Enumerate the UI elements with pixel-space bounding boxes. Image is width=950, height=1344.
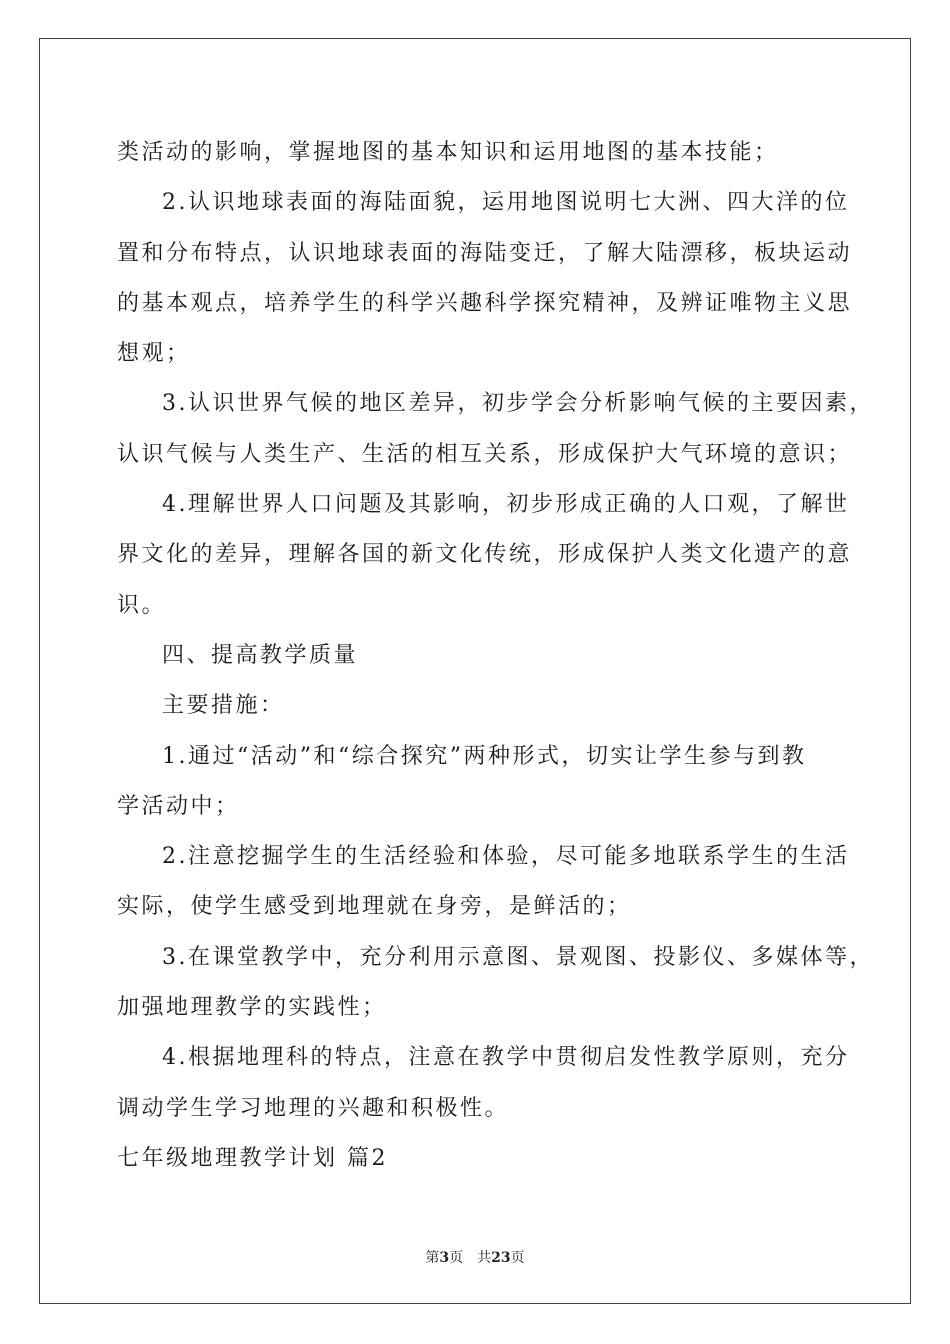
text-line: 置和分布特点，认识地球表面的海陆变迁，了解大陆漂移，板块运动 — [117, 240, 853, 266]
text-line: 实际，使学生感受到地理就在身旁，是鲜活的； — [117, 894, 632, 920]
text-line: 认识气候与人类生产、生活的相互关系，形成保护大气环境的意识； — [117, 441, 853, 467]
text-line: 4.理解世界人口问题及其影响，初步形成正确的人口观，了解世 — [162, 492, 850, 518]
text-line: 学活动中； — [117, 793, 240, 819]
text-line: 识。 — [117, 592, 167, 618]
text-line: 想观； — [117, 341, 191, 367]
text-line: 2.认识地球表面的海陆面貌，运用地图说明七大洲、四大洋的位 — [162, 190, 850, 216]
text-line: 2.注意挖掘学生的生活经验和体验，尽可能多地联系学生的生活 — [162, 844, 850, 870]
document-body — [117, 128, 874, 1184]
text-line: 加强地理教学的实践性； — [117, 995, 387, 1021]
text-line: 1.通过“活动”和“综合探究”两种形式，切实让学生参与到教 — [162, 743, 807, 769]
page-footer — [0, 1247, 950, 1267]
text-line: 的基本观点，培养学生的科学兴趣科学探究精神，及辨证唯物主义思 — [117, 290, 853, 316]
subheading: 主要措施： — [162, 693, 285, 719]
document-title: 七年级地理教学计划 篇2 — [117, 1145, 388, 1171]
text-line: 界文化的差异，理解各国的新文化传统，形成保护人类文化遗产的意 — [117, 542, 853, 568]
text-line: 调动学生学习地理的兴趣和积极性。 — [117, 1095, 510, 1121]
footer-suffix: 页 — [510, 1250, 525, 1266]
text-line: 4.根据地理科的特点，注意在教学中贯彻启发性教学原则，充分 — [162, 1045, 850, 1071]
text-line: 3.在课堂教学中，充分利用示意图、景观图、投影仪、多媒体等， — [162, 944, 874, 970]
current-page-number: 3 — [439, 1250, 450, 1266]
text-line: 类活动的影响，掌握地图的基本知识和运用地图的基本技能； — [117, 140, 779, 165]
total-page-count: 23 — [491, 1250, 511, 1266]
footer-prefix: 第 — [425, 1250, 440, 1266]
section-heading: 四、提高教学质量 — [162, 642, 359, 668]
text-line: 3.认识世界气候的地区差异，初步学会分析影响气候的主要因素， — [162, 391, 874, 417]
footer-middle: 页 共 — [449, 1250, 492, 1266]
